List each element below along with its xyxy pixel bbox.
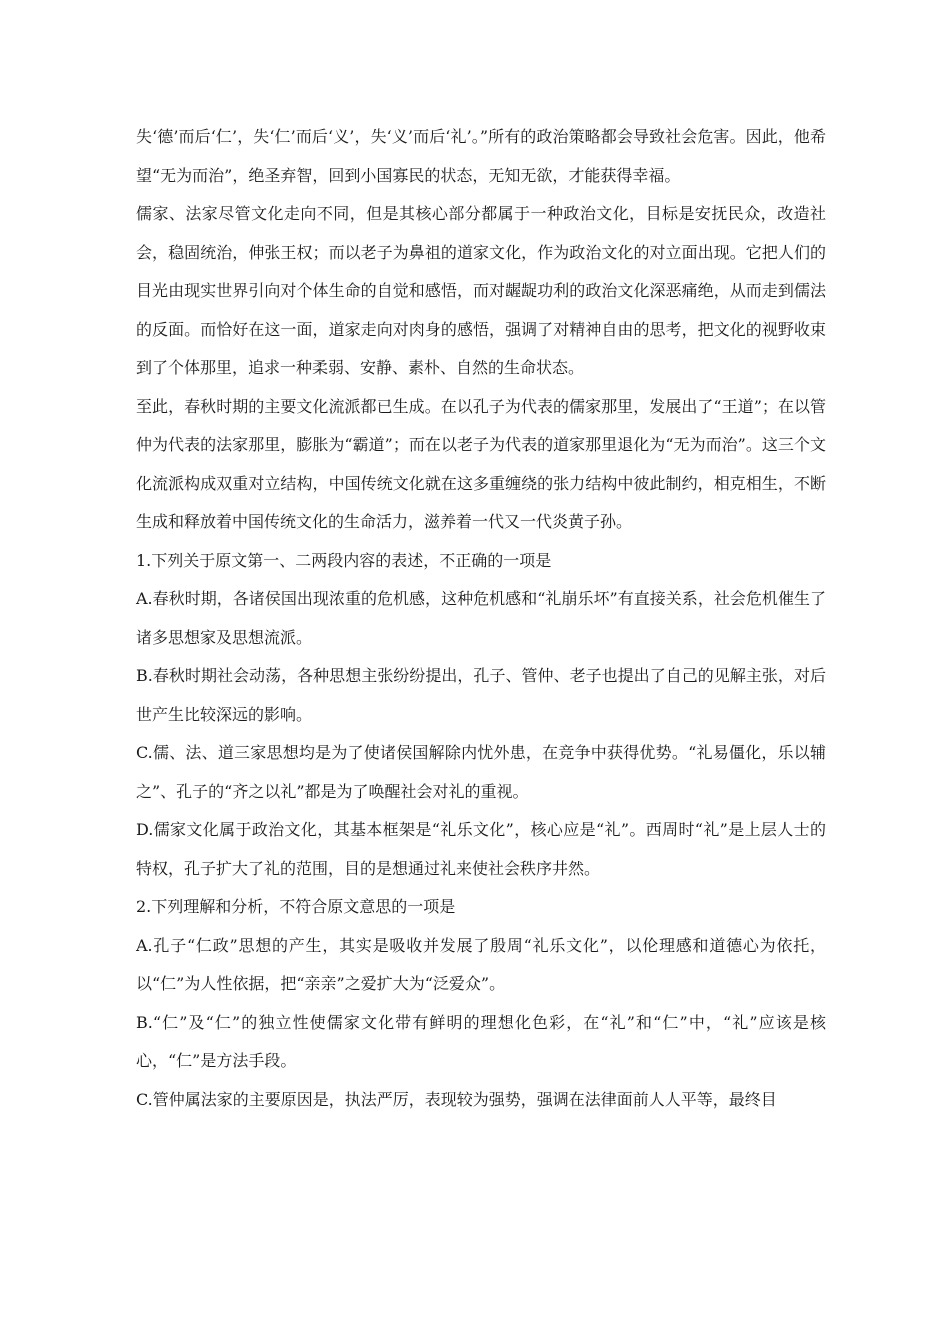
question-2-option-c: C.管仲属法家的主要原因是，执法严厉，表现较为强势，强调在法律面前人人平等，最终目	[136, 1089, 777, 1109]
question-1-option-d: D.儒家文化属于政治文化，其基本框架是“礼乐文化”，核心应是“礼”。西周时“礼”是上层人士的特权，孔子扩大了礼的范围，目的是想通过礼来使社会秩序井然。	[136, 820, 826, 878]
paragraph-summary: 至此，春秋时期的主要文化流派都已生成。在以孔子为代表的儒家那里，发展出了“王道”；在以管仲为代表的法家那里，膨胀为“霸道”；而在以老子为代表的道家那里退化为“无为而治”。这三个文化流派构成双重对立结构，中国传统文化就在这多重缠绕的张力结构中彼此制约，相克相生，不断生成和释放着中国传统文化的生命活力，滋养着一代又一代炎黄子孙。	[136, 396, 826, 531]
question-1-option-c: C.儒、法、道三家思想均是为了使诸侯国解除内忧外患，在竞争中获得优势。“礼易僵化，乐以辅之”、孔子的“齐之以礼”都是为了唤醒社会对礼的重视。	[136, 743, 826, 801]
paragraph-daoism: 儒家、法家尽管文化走向不同，但是其核心部分都属于一种政治文化，目标是安抚民众，改造社会，稳固统治，伸张王权；而以老子为鼻祖的道家文化，作为政治文化的对立面出现。它把人们的目光由现实世界引向对个体生命的自觉和感悟，而对龌龊功利的政治文化深恶痛绝，从而走到儒法的反面。而恰好在这一面，道家走向对肉身的感悟，强调了对精神自由的思考，把文化的视野收束到了个体那里，追求一种柔弱、安静、素朴、自然的生命状态。	[136, 204, 826, 377]
paragraph-laozi-conclusion: 失‘德’而后‘仁’，失‘仁’而后‘义’，失‘义’而后‘礼’。”所有的政治策略都会导致社会危害。因此，他希望“无为而治”，绝圣弃智，回到小国寡民的状态，无知无欲，才能获得幸福。	[136, 127, 826, 185]
question-1-option-b: B.春秋时期社会动荡，各种思想主张纷纷提出，孔子、管仲、老子也提出了自己的见解主张，对后世产生比较深远的影响。	[136, 666, 826, 724]
question-2-option-b: B.“仁”及“仁”的独立性使儒家文化带有鲜明的理想化色彩，在“礼”和“仁”中，“礼”应该是核心，“仁”是方法手段。	[136, 1012, 826, 1070]
question-1-stem: 1.下列关于原文第一、二两段内容的表述，不正确的一项是	[136, 550, 552, 570]
question-2-stem: 2.下列理解和分析，不符合原文意思的一项是	[136, 897, 456, 916]
document-page	[136, 118, 826, 1119]
question-1-option-a: A.春秋时期，各诸侯国出现浓重的危机感，这种危机感和“礼崩乐坏”有直接关系，社会危机催生了诸多思想家及思想流派。	[136, 589, 826, 647]
question-2-option-a: A.孔子“仁政”思想的产生，其实是吸收并发展了殷周“礼乐文化”，以伦理感和道德心为依托，以“仁”为人性依据，把“亲亲”之爱扩大为“泛爱众”。	[136, 935, 826, 993]
